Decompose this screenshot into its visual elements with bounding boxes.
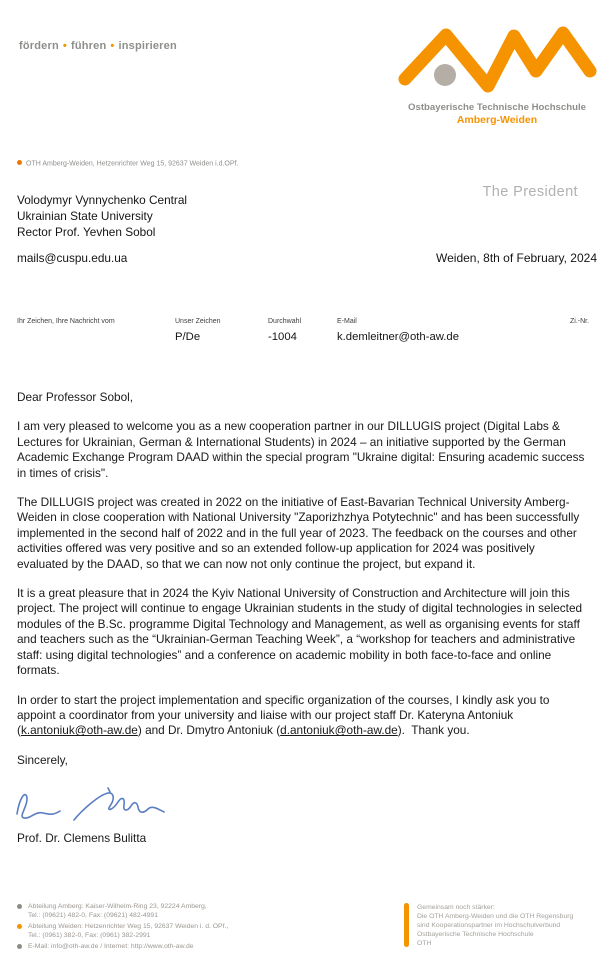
recipient-line-3: Rector Prof. Yevhen Sobol <box>17 225 156 239</box>
gray-bullet-icon <box>17 944 22 949</box>
recipient-line-2: Ukrainian State University <box>17 209 153 223</box>
sender-return-address <box>17 160 238 168</box>
ref-label: Ihr Zeichen, Ihre Nachricht vom <box>17 318 115 325</box>
orange-bullet-icon <box>17 924 22 929</box>
slogan-word-inspirieren: inspirieren <box>118 40 177 52</box>
handwritten-signature <box>12 787 172 823</box>
oth-logo <box>397 24 597 126</box>
paragraph-1: I am very pleased to welcome you as a new cooperation partner in our DILLUGIS project (Digital Labs & Lectures for Ukrainian, German & International Students) in 2024 – an initiative supported by the German Academic Exchange Program DAAD within the special program "Ukraine digital: Ensuring academic success in times of crisis". <box>17 419 585 480</box>
closing-text-pre: In order to start the project implementation and specific organization of the courses, I kindly ask you to appoint a coordinator from your university and liaise with our project staff Dr. Kateryna Antoniuk ( <box>17 692 550 738</box>
ref-col-ihr-zeichen <box>17 318 115 331</box>
ref-col-zi-nr <box>570 318 589 331</box>
slogan <box>19 40 177 52</box>
footer-contact-block <box>17 902 228 952</box>
footer-line: E-Mail: info@oth-aw.de / Internet: http://www.oth-aw.de <box>28 942 194 950</box>
paragraph-3: It is a great pleasure that in 2024 the Kyiv National University of Construction and Architecture will join this project. The project will continue to engage Ukrainian students in the study of digital technologies in selected modules of the B.Sc. programme Digital Technology and Management, as well as organising events for staff and teachers such as the “Ukrainian-German Teaching Week”, a “workshop for teachers and administrative staff: using digital technologies” and a conference on academic mobility in both face-to-face and online formats. <box>17 586 583 678</box>
recipient-email: mails@cuspu.edu.ua <box>17 251 128 265</box>
closing-text-post: ). Thank you. <box>397 723 470 738</box>
signer-name: Prof. Dr. Clemens Bulitta <box>17 831 147 845</box>
ref-col-email <box>337 318 459 343</box>
oth-zigzag-logo-icon <box>397 24 597 94</box>
ref-col-unser-zeichen <box>175 318 221 343</box>
office-label: The President <box>482 184 578 200</box>
letter-body <box>17 390 585 782</box>
logo-location-name: Amberg-Weiden <box>456 114 538 126</box>
ref-value: -1004 <box>268 331 297 343</box>
salutation: Dear Professor Sobol, <box>17 390 134 404</box>
partnership-line: Gemeinsam noch stärker: <box>417 904 495 911</box>
footer-line: Abteilung Weiden: Hetzenrichter Weg 15, 92637 Weiden i. d. OPf., <box>28 922 229 930</box>
slogan-dot-icon: • <box>110 40 115 52</box>
ref-value: k.demleitner@oth-aw.de <box>337 331 459 343</box>
footer-line: Tel.: (0961) 382-0, Fax: (0961) 382-2991 <box>28 932 151 940</box>
footer-line: Tel.: (09621) 482-0, Fax: (09621) 482-4991 <box>28 912 158 920</box>
orange-bullet-icon <box>17 160 22 165</box>
footer-line: Abteilung Amberg: Kaiser-Wilhelm-Ring 23, 92224 Amberg, <box>28 903 207 910</box>
slogan-word-fuehren: führen <box>70 40 107 52</box>
valediction: Sincerely, <box>17 752 68 767</box>
footer-item-email-web <box>17 942 228 951</box>
slogan-word-foerdern: fördern <box>19 40 59 52</box>
logo-institution-name: Ostbayerische Technische Hochschule <box>408 102 586 113</box>
paragraph-4 <box>17 693 585 739</box>
footer-partnership-note <box>404 903 573 948</box>
orange-bar-icon <box>404 903 409 947</box>
closing-text-mid: ) and Dr. Dmytro Antoniuk ( <box>137 723 281 738</box>
gray-bullet-icon <box>17 904 22 909</box>
ref-col-durchwahl <box>268 318 301 343</box>
recipient-address-block <box>17 192 187 266</box>
ref-label: Durchwahl <box>268 318 302 325</box>
ref-value: P/De <box>175 331 201 343</box>
partnership-line: sind Kooperationspartner im Hochschulverbund <box>417 922 561 929</box>
sender-return-address-text: OTH Amberg-Weiden, Hetzenrichter Weg 15, 92637 Weiden i.d.OPf. <box>26 160 239 168</box>
email-link-d-antoniuk[interactable]: d.antoniuk@oth-aw.de <box>280 723 398 738</box>
partnership-line: Die OTH Amberg-Weiden und die OTH Regensburg <box>417 913 574 920</box>
ref-label: E-Mail <box>337 318 357 325</box>
ref-label: Zi.-Nr. <box>570 318 590 325</box>
footer-item-amberg <box>17 902 228 921</box>
slogan-dot-icon: • <box>62 40 67 52</box>
email-link-k-antoniuk[interactable]: k.antoniuk@oth-aw.de <box>20 723 138 738</box>
paragraph-2: The DILLUGIS project was created in 2022 on the initiative of East-Bavarian Technical University Amberg-Weiden in close cooperation with National University "Zaporizhzhya Potytechnic" and has been successfully implemented in the second half of 2022 and in the full year of 2023. The feedback on the courses and other activities offered was very positive and so an extended follow-up application for 2024 was positively evaluated by the DAAD, so that we can now not only continue the project, but expand it. <box>17 495 580 571</box>
recipient-line-1: Volodymyr Vynnychenko Central <box>17 193 188 207</box>
partnership-line: OTH <box>417 940 432 947</box>
partnership-line: Ostbayerische Technische Hochschule <box>417 931 534 938</box>
dateline: Weiden, 8th of February, 2024 <box>436 251 597 265</box>
footer-item-weiden <box>17 922 228 941</box>
ref-label: Unser Zeichen <box>175 318 221 325</box>
